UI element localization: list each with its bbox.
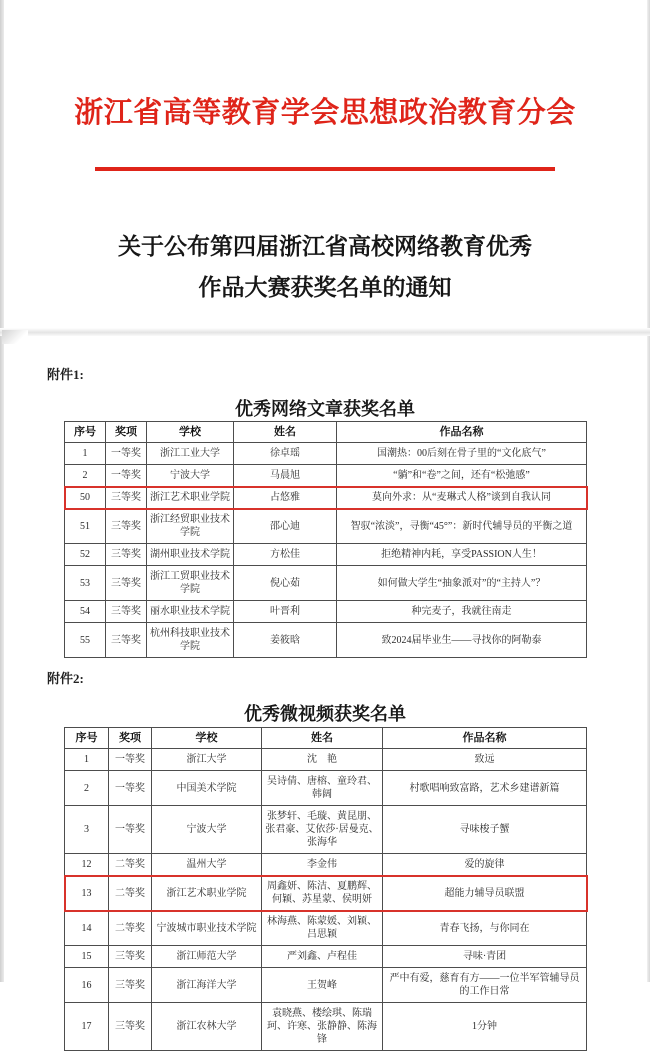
- table-header-row: [65, 728, 587, 749]
- cell-school: 宁波大学: [147, 465, 234, 487]
- cell-award: 一等奖: [109, 806, 152, 854]
- cell-index: 16: [65, 968, 109, 1003]
- cell-work-title: 如何做大学生“抽象派对”的“主持人”？: [337, 566, 587, 601]
- column-header: 序号: [65, 728, 109, 749]
- cell-award: 三等奖: [106, 566, 147, 601]
- table-row: [65, 771, 587, 806]
- cell-school: 中国美术学院: [152, 771, 262, 806]
- cell-name: 林海燕、陈蒙媛、刘颖、吕思颖: [262, 911, 383, 946]
- cell-name: 邵心迪: [234, 509, 337, 544]
- table-row: [65, 749, 587, 771]
- cell-work-title: “躺”和“卷”之间，还有“松弛感”: [337, 465, 587, 487]
- cell-index: 53: [65, 566, 106, 601]
- table-row: [65, 623, 587, 658]
- cell-award: 二等奖: [109, 854, 152, 876]
- cell-index: 1: [65, 749, 109, 771]
- cell-index: 15: [65, 946, 109, 968]
- table-row: [65, 443, 587, 465]
- cell-school: 浙江工贸职业技术学院: [147, 566, 234, 601]
- page-corner-shadow: [2, 330, 28, 344]
- table-row-highlighted: [65, 876, 587, 911]
- cell-name: 马晨旭: [234, 465, 337, 487]
- cell-index: 2: [65, 771, 109, 806]
- cell-school: 浙江大学: [152, 749, 262, 771]
- page-left-edge: [0, 0, 4, 982]
- cell-school: 浙江师范大学: [152, 946, 262, 968]
- cell-award: 三等奖: [106, 487, 147, 509]
- cell-award: 二等奖: [109, 911, 152, 946]
- cell-name: 方松佳: [234, 544, 337, 566]
- cell-index: 51: [65, 509, 106, 544]
- cell-award: 三等奖: [109, 1003, 152, 1051]
- cell-work-title: 致远: [383, 749, 587, 771]
- cell-index: 3: [65, 806, 109, 854]
- cell-index: 12: [65, 854, 109, 876]
- cell-name: 沈 艳: [262, 749, 383, 771]
- column-header: 作品名称: [337, 422, 587, 443]
- cell-name: 徐卓瑶: [234, 443, 337, 465]
- cell-award: 一等奖: [106, 443, 147, 465]
- cell-school: 温州大学: [152, 854, 262, 876]
- table-row: [65, 566, 587, 601]
- cell-work-title: 1分钟: [383, 1003, 587, 1051]
- cell-index: 2: [65, 465, 106, 487]
- cell-index: 17: [65, 1003, 109, 1051]
- column-header: 姓名: [262, 728, 383, 749]
- cell-work-title: 严中有爱，慈育有方——一位半军管辅导员的工作日常: [383, 968, 587, 1003]
- cell-school: 浙江经贸职业技术学院: [147, 509, 234, 544]
- cell-work-title: 寻味梭子蟹: [383, 806, 587, 854]
- document-title-line1: 关于公布第四届浙江省高校网络教育优秀: [118, 234, 532, 259]
- cell-name: 吴诗倩、唐榕、童玲君、韩阔: [262, 771, 383, 806]
- table-header-row: [65, 422, 587, 443]
- document-title: [0, 226, 650, 308]
- cell-school: 湖州职业技术学院: [147, 544, 234, 566]
- org-letterhead-title: 浙江省高等教育学会思想政治教育分会: [74, 97, 576, 129]
- cell-school: 杭州科技职业技术学院: [147, 623, 234, 658]
- attachment1-table-container: [64, 421, 586, 658]
- cell-work-title: 寻味·青团: [383, 946, 587, 968]
- table-row: [65, 1003, 587, 1051]
- cell-work-title: 拒绝精神内耗，享受PASSION人生！: [337, 544, 587, 566]
- cell-school: 浙江海洋大学: [152, 968, 262, 1003]
- cell-school: 浙江艺术职业学院: [147, 487, 234, 509]
- cell-work-title: 超能力辅导员联盟: [383, 876, 587, 911]
- table-row: [65, 968, 587, 1003]
- cell-school: 浙江农林大学: [152, 1003, 262, 1051]
- table-row: [65, 601, 587, 623]
- attachment2-label: 附件2:: [47, 671, 84, 686]
- award-table-articles: [64, 421, 587, 658]
- cell-award: 三等奖: [106, 509, 147, 544]
- cell-index: 1: [65, 443, 106, 465]
- column-header: 奖项: [109, 728, 152, 749]
- cell-award: 三等奖: [106, 623, 147, 658]
- cell-work-title: 智驭“浓淡”，寻衡“45°”：新时代辅导员的平衡之道: [337, 509, 587, 544]
- cell-award: 三等奖: [109, 968, 152, 1003]
- cell-work-title: 村歌唱响致富路，艺术乡建谱新篇: [383, 771, 587, 806]
- cell-school: 宁波大学: [152, 806, 262, 854]
- cell-name: 王贺峰: [262, 968, 383, 1003]
- table-row: [65, 465, 587, 487]
- cell-work-title: 种完麦子，我就往南走: [337, 601, 587, 623]
- cell-index: 13: [65, 876, 109, 911]
- cell-index: 55: [65, 623, 106, 658]
- table-row: [65, 946, 587, 968]
- cell-name: 占悠雅: [234, 487, 337, 509]
- column-header: 学校: [152, 728, 262, 749]
- attachment1-label: 附件1:: [47, 367, 84, 382]
- cell-award: 三等奖: [106, 544, 147, 566]
- attachment1-table-title: 优秀网络文章获奖名单: [235, 399, 415, 419]
- page-break-seam: [0, 328, 650, 336]
- letterhead-divider-rule: [95, 167, 555, 171]
- attachment2-table-title: 优秀微视频获奖名单: [244, 704, 406, 724]
- cell-work-title: 青春飞扬，与你同在: [383, 911, 587, 946]
- cell-name: 姜筱晗: [234, 623, 337, 658]
- cell-work-title: 致2024届毕业生——寻找你的阿勒泰: [337, 623, 587, 658]
- cell-name: 袁晓燕、楼绘琪、陈瑞珂、许寒、张静静、陈海锋: [262, 1003, 383, 1051]
- cell-name: 李金伟: [262, 854, 383, 876]
- table-row-highlighted: [65, 487, 587, 509]
- cell-award: 三等奖: [109, 946, 152, 968]
- column-header: 作品名称: [383, 728, 587, 749]
- column-header: 姓名: [234, 422, 337, 443]
- column-header: 序号: [65, 422, 106, 443]
- table-row: [65, 544, 587, 566]
- attachment2-table-container: [64, 727, 586, 1051]
- table-row: [65, 509, 587, 544]
- cell-school: 丽水职业技术学院: [147, 601, 234, 623]
- cell-index: 52: [65, 544, 106, 566]
- cell-award: 一等奖: [109, 749, 152, 771]
- column-header: 奖项: [106, 422, 147, 443]
- cell-name: 叶晋利: [234, 601, 337, 623]
- cell-name: 倪心茹: [234, 566, 337, 601]
- cell-name: 周鑫妍、陈洁、夏鹏辉、何颖、苏星蒙、侯明妍: [262, 876, 383, 911]
- cell-index: 54: [65, 601, 106, 623]
- cell-school: 浙江工业大学: [147, 443, 234, 465]
- cell-award: 一等奖: [109, 771, 152, 806]
- award-table-videos: [64, 727, 587, 1051]
- cell-award: 一等奖: [106, 465, 147, 487]
- cell-school: 浙江艺术职业学院: [152, 876, 262, 911]
- cell-name: 张梦轩、毛璇、黄昆朋、张君豪、艾依莎·居曼克、张海华: [262, 806, 383, 854]
- document-title-line2: 作品大赛获奖名单的通知: [198, 275, 452, 300]
- cell-name: 严刘鑫、卢程佳: [262, 946, 383, 968]
- cell-award: 三等奖: [106, 601, 147, 623]
- table-row: [65, 854, 587, 876]
- cell-work-title: 国潮热：00后刻在骨子里的“文化底气”: [337, 443, 587, 465]
- cell-award: 二等奖: [109, 876, 152, 911]
- table-row: [65, 806, 587, 854]
- cell-school: 宁波城市职业技术学院: [152, 911, 262, 946]
- cell-work-title: 莫向外求：从“麦琳式人格”谈到自我认同: [337, 487, 587, 509]
- cell-index: 14: [65, 911, 109, 946]
- cell-index: 50: [65, 487, 106, 509]
- cell-work-title: 爱的旋律: [383, 854, 587, 876]
- table-row: [65, 911, 587, 946]
- column-header: 学校: [147, 422, 234, 443]
